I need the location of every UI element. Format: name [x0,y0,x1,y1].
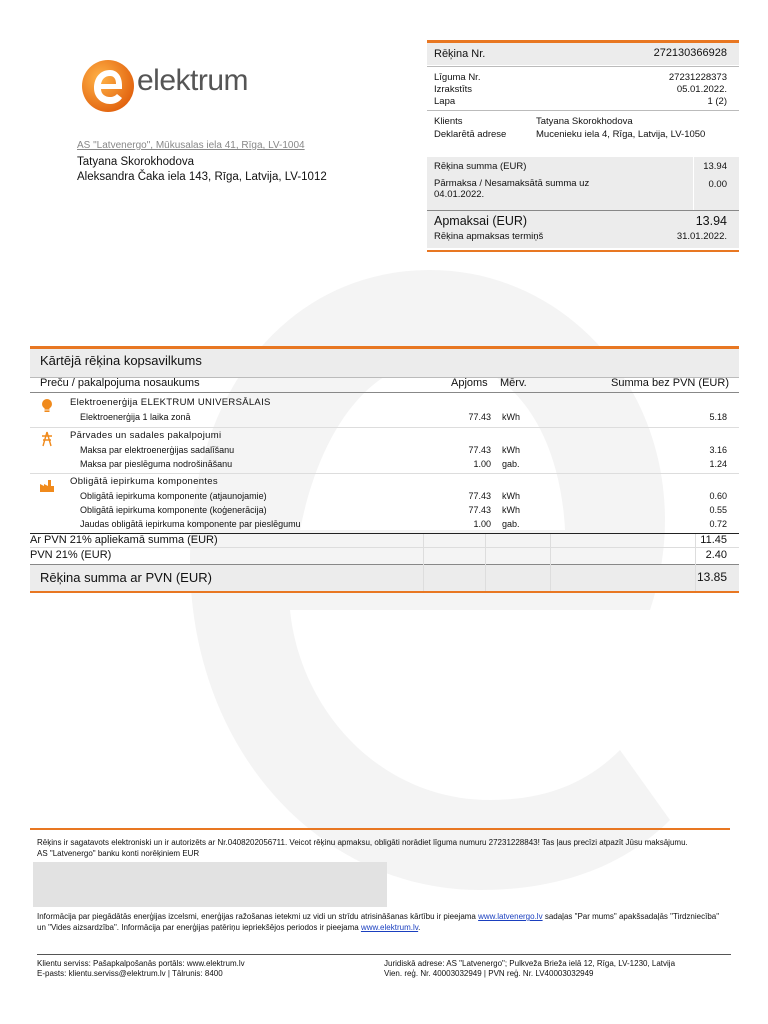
address-label: Deklarētā adrese [434,129,507,140]
section-title: Elektroenerģija ELEKTRUM UNIVERSĀLAIS [70,397,271,408]
row-sum: 0.72 [709,519,727,529]
contract-number: 27231228373 [668,72,727,83]
row-name: Elektroenerģija 1 laika zonā [80,412,191,422]
brand-name: elektrum [137,64,249,97]
row-name: Maksa par pieslēguma nodrošināšanu [80,459,233,469]
redacted-bank-block [33,862,387,907]
col-sum-header: Summa bez PVN (EUR) [611,377,729,389]
row-sum: 5.18 [709,412,727,422]
recipient-address: Aleksandra Čaka iela 143, Rīga, Latvija, LV-1012 [77,171,327,183]
invoice-number-label: Rēķina Nr. [434,48,486,60]
row-qty: 1.00 [473,519,491,529]
client-label: Klients [434,116,463,127]
elektrum-link[interactable]: www.elektrum.lv [360,923,419,932]
issued-date: 05.01.2022. [676,84,727,95]
invoice-number: 272130366928 [653,47,727,59]
due-label: Rēķina apmaksas termiņš [434,231,544,242]
payment-block [427,211,739,248]
row-name: Obligātā iepirkuma komponente (atjaunojamie) [80,491,267,501]
due-date: 31.01.2022. [676,231,727,242]
footer-legal-address: Juridiskā adrese: AS "Latvenergo"; Pulkveža Brieža ielā 12, Rīga, LV-1230, Latvija [384,959,676,968]
payment-note: Rēķins ir sagatavots elektroniski un ir autorizēts ar Nr.0408202056711. Veicot rēķinu apmaksu, obligāti norādiet līguma numuru 27231228843! Tas ļaus precīzi atpazīt Jūsu maksājumu. [37,838,688,847]
vat-base-value: 11.45 [700,534,727,546]
total-row [30,565,739,593]
row-qty: 1.00 [473,459,491,469]
row-unit: kWh [502,505,520,515]
contract-label: Līguma Nr. [434,72,481,83]
row-name: Maksa par elektroenerģijas sadalīšanu [80,445,235,455]
bank-accounts-note: AS "Latvenergo" banku konti norēķiniem EUR [37,849,200,858]
footer-service: Klientu serviss: Pašapkalpošanās portāls: www.elektrum.lv [37,959,245,968]
row-qty: 77.43 [468,505,491,515]
invoice-number-row [427,43,739,65]
row-name: Obligātā iepirkuma komponente (koģenerācija) [80,505,267,515]
declared-address: Mucenieku iela 4, Rīga, Latvija, LV-1050 [536,129,706,140]
summary-title: Kārtējā rēķina kopsavilkums [40,353,202,368]
factory-icon [39,477,55,493]
vat-label: PVN 21% (EUR) [30,549,112,561]
row-unit: kWh [502,412,520,422]
col-qty-header: Apjoms [451,377,488,389]
issued-label: Izrakstīts [434,84,473,95]
latvenergo-link[interactable]: www.latvenergo.lv [478,912,543,921]
elektrum-logo [80,58,280,118]
overpay-value: 0.00 [708,179,727,190]
row-name: Jaudas obligātā iepirkuma komponente par pieslēgumu [80,519,301,529]
vat-base-label: Ar PVN 21% apliekamā summa (EUR) [30,534,218,546]
col-unit-header: Mērv. [500,377,527,389]
sum-block [427,157,739,210]
col-name-header: Preču / pakalpojuma nosaukums [40,377,200,389]
row-qty: 77.43 [468,412,491,422]
footer-registration: Vien. reģ. Nr. 40003032949 | PVN reģ. Nr. LV40003032949 [384,969,594,978]
info-note: Informācija par piegādātās enerģijas izcelsmi, enerģijas ražošanas ietekmi uz vidi un strīdu atrisināšanas kārtību ir pieejama www.latvenergo.lv sadaļas "Par mums" apakšsadaļās "Tirdzniecība" un "Vides aizsardzība". Informācija par enerģijas patēriņu iepriekšējos periodos ir pieejama www.elektrum.lv. [37,912,720,932]
page-number: 1 (2) [707,96,727,107]
section-title: Pārvades un sadales pakalpojumi [70,430,222,441]
page-label: Lapa [434,96,456,107]
sender-address: AS "Latvenergo", Mūkusalas iela 41, Rīga, LV-1004 [77,140,305,151]
sum-label: Rēķina summa (EUR) [434,161,527,172]
pay-label: Apmaksai (EUR) [434,214,528,228]
section-title: Obligātā iepirkuma komponentes [70,476,218,487]
row-unit: kWh [502,491,520,501]
pay-value: 13.94 [695,214,727,228]
vat-value: 2.40 [705,549,727,561]
client-name: Tatyana Skorokhodova [536,116,633,127]
row-sum: 1.24 [709,459,727,469]
row-unit: kWh [502,445,520,455]
elektrum-logo-icon [80,58,136,114]
row-sum: 0.60 [709,491,727,501]
recipient-name: Tatyana Skorokhodova [77,156,194,168]
total-label: Rēķina summa ar PVN (EUR) [40,570,212,585]
row-sum: 0.55 [709,505,727,515]
row-unit: gab. [502,459,520,469]
lightbulb-icon [39,398,55,414]
overpay-label: Pārmaksa / Nesamaksātā summa uz 04.01.2022. [434,178,590,200]
row-unit: gab. [502,519,520,529]
row-qty: 77.43 [468,445,491,455]
sum-value: 13.94 [703,161,727,172]
row-sum: 3.16 [709,445,727,455]
invoice-header-box [427,40,739,252]
power-pylon-icon [39,431,55,447]
total-value: 13.85 [696,570,727,584]
row-qty: 77.43 [468,491,491,501]
footer-contacts: E-pasts: klientu.serviss@elektrum.lv | Tālrunis: 8400 [37,969,223,978]
